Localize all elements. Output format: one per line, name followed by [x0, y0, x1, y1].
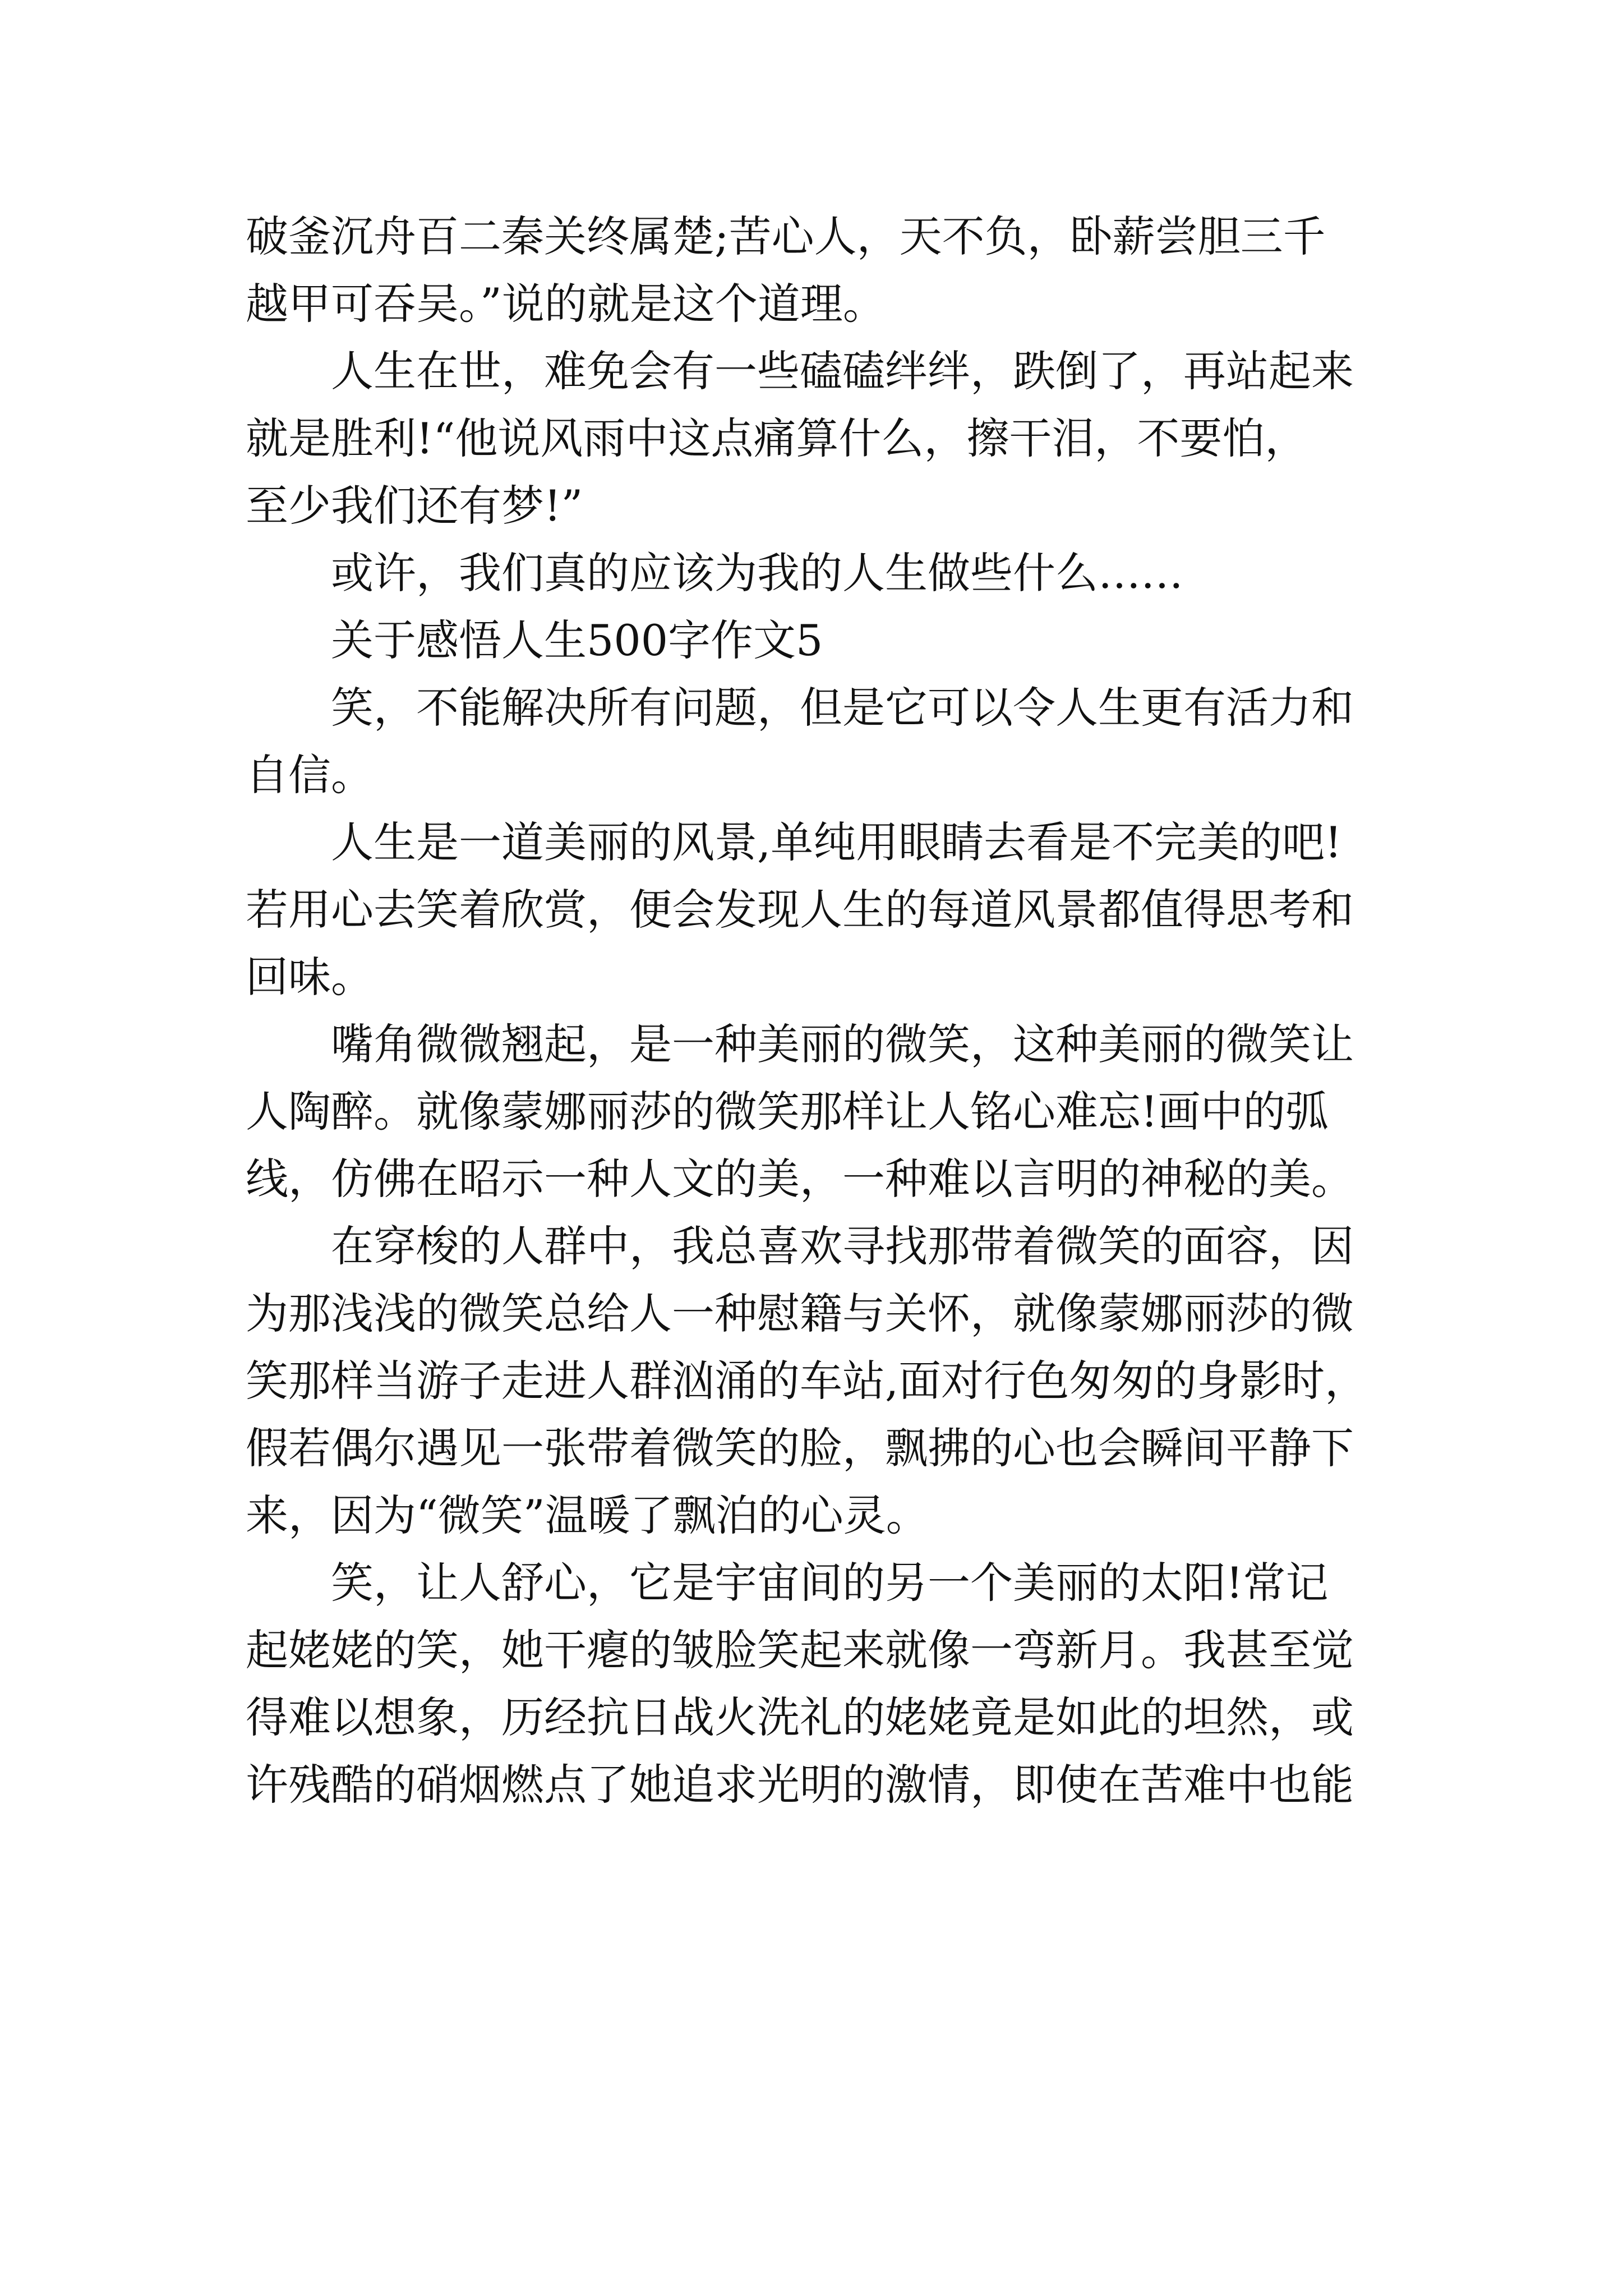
essay-text [246, 203, 1384, 1819]
text-line: 起姥姥的笑，她干瘪的皱脸笑起来就像一弯新月。我甚至觉 [246, 1625, 1354, 1675]
text-line: 许残酷的硝烟燃点了她追求光明的激情，即使在苦难中也能 [246, 1760, 1354, 1810]
paragraph-start-line: 人生是一道美丽的风景,单纯用眼睛去看是不完美的吧! [331, 817, 1342, 867]
text-line: 得难以想象，历经抗日战火洗礼的姥姥竟是如此的坦然，或 [246, 1692, 1354, 1742]
text-line: 线，仿佛在昭示一种人文的美，一种难以言明的神秘的美。 [246, 1154, 1354, 1204]
text-line: 人陶醉。就像蒙娜丽莎的微笑那样让人铭心难忘!画中的弧 [246, 1087, 1329, 1137]
text-line: 若用心去笑着欣赏，便会发现人生的每道风景都值得思考和 [246, 885, 1354, 935]
paragraph-start-line: 嘴角微微翘起，是一种美丽的微笑，这种美丽的微笑让 [331, 1019, 1354, 1069]
paragraph-start-line: 或许，我们真的应该为我的人生做些什么…… [331, 548, 1183, 598]
text-line: 越甲可吞吴。”说的就是这个道理。 [246, 279, 886, 329]
text-line: 来，因为“微笑”温暖了飘泊的心灵。 [246, 1490, 929, 1540]
text-line: 就是胜利!“他说风雨中这点痛算什么，擦干泪，不要怕， [246, 413, 1308, 463]
text-line: 至少我们还有梦!” [246, 481, 583, 531]
text-line: 回味。 [246, 952, 374, 1002]
text-line: 假若偶尔遇见一张带着微笑的脸，飘拂的心也会瞬间平静下 [246, 1423, 1354, 1473]
text-line: 自信。 [246, 750, 374, 800]
section-title: 关于感悟人生500字作文5 [331, 615, 823, 665]
text-line: 破釜沉舟百二秦关终属楚;苦心人，天不负，卧薪尝胆三千 [246, 211, 1326, 261]
paragraph-start-line: 笑，让人舒心，它是宇宙间的另一个美丽的太阳!常记 [331, 1558, 1329, 1608]
paragraph-start-line: 在穿梭的人群中，我总喜欢寻找那带着微笑的面容，因 [331, 1221, 1354, 1271]
text-line: 笑那样当游子走进人群汹涌的车站,面对行色匆匆的身影时， [246, 1356, 1368, 1406]
paragraph-start-line: 笑，不能解决所有问题，但是它可以令人生更有活力和 [331, 683, 1354, 733]
text-line: 为那浅浅的微笑总给人一种慰籍与关怀，就像蒙娜丽莎的微 [246, 1289, 1354, 1338]
paragraph-start-line: 人生在世，难免会有一些磕磕绊绊，跌倒了，再站起来 [331, 346, 1354, 396]
